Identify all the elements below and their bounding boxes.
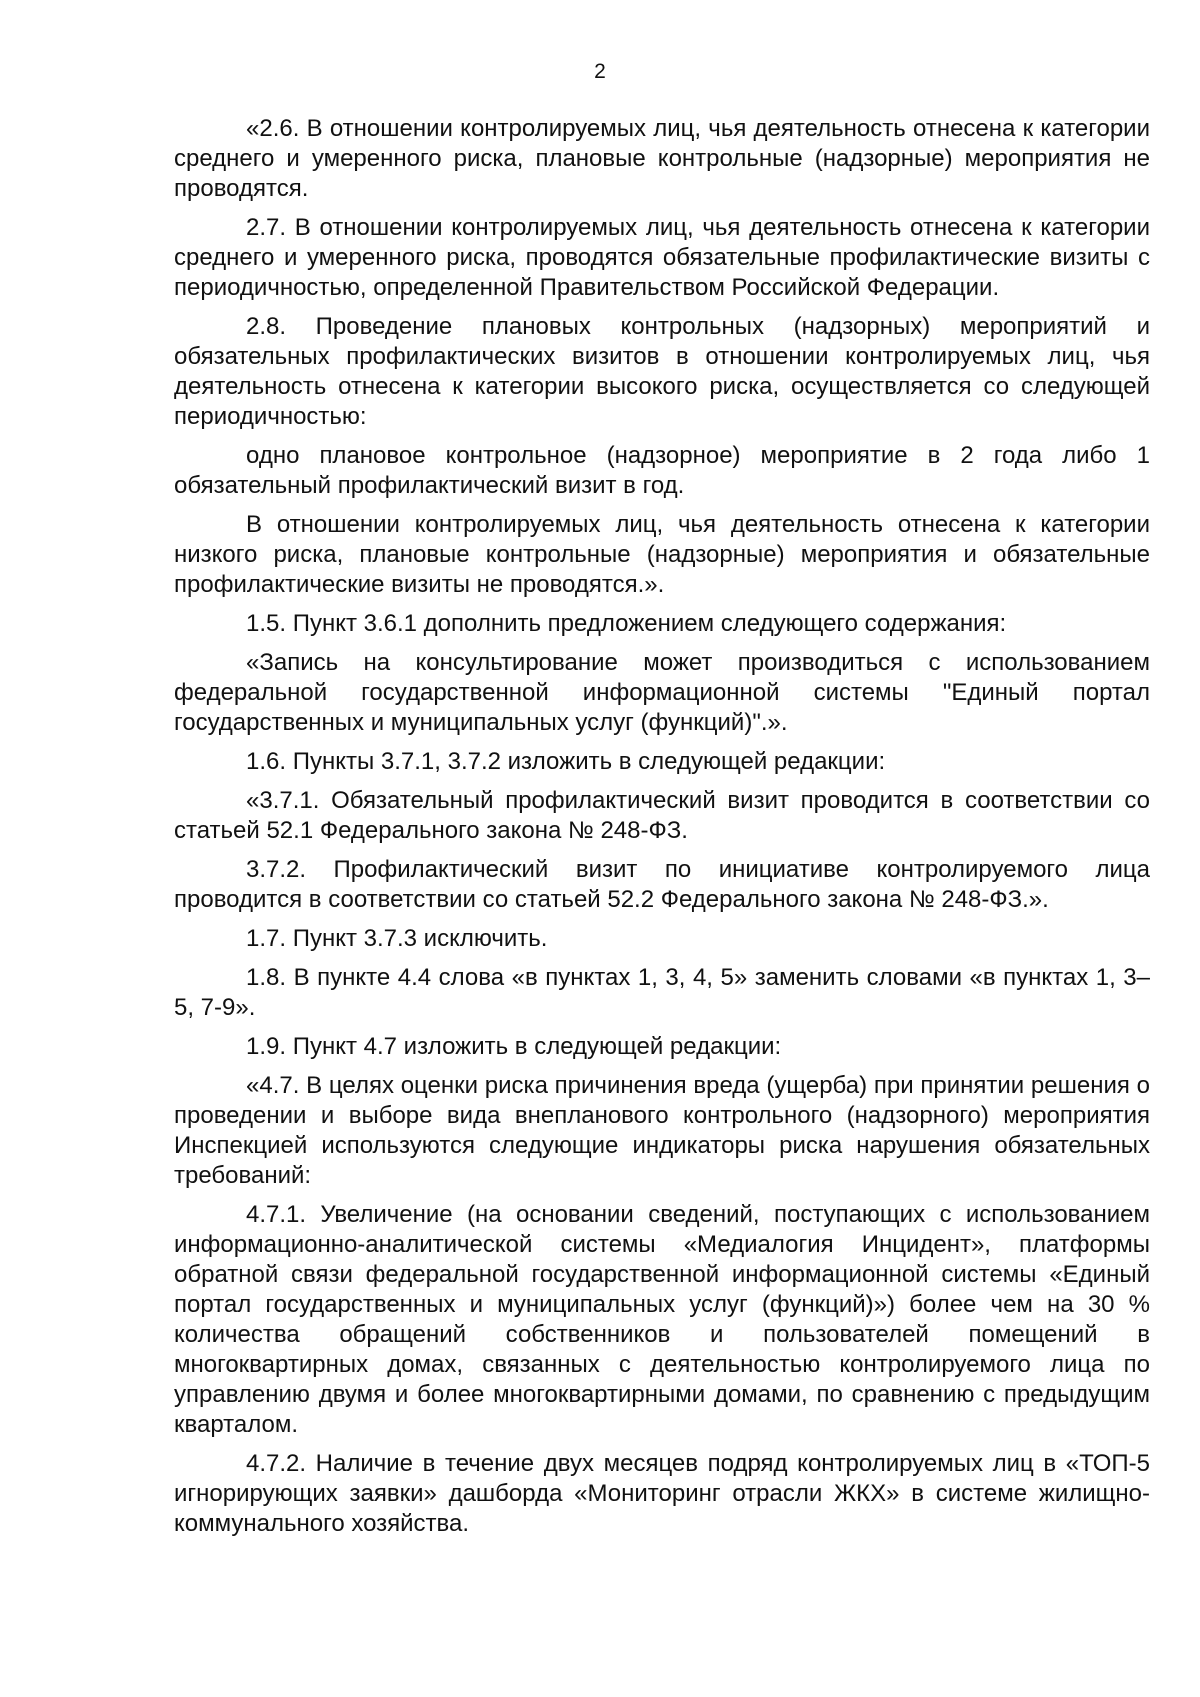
- paragraph-2-8: 2.8. Проведение плановых контрольных (надзорных) мероприятий и обязательных профилактических визитов в отношении контролируемых лиц, чья деятельность отнесена к категории высокого риска, осуществляется со следующей периодичностью:: [174, 313, 1150, 430]
- paragraph-4-7: «4.7. В целях оценки риска причинения вреда (ущерба) при принятии решения о проведении и выборе вида внепланового контрольного (надзорного) мероприятия Инспекцией используются следующие индикаторы риска нарушения обязательных требований:: [174, 1072, 1150, 1189]
- paragraph-1-7: 1.7. Пункт 3.7.3 исключить.: [246, 925, 548, 952]
- paragraph-1-6: 1.6. Пункты 3.7.1, 3.7.2 изложить в следующей редакции:: [246, 748, 886, 775]
- paragraph-4-7-1: 4.7.1. Увеличение (на основании сведений, поступающих с использованием информационно-аналитической системы «Медиалогия Инцидент», платформы обратной связи федеральной государственной информационной системы «Единый портал государственных и муниципальных услуг (функций)») более чем на 30 % количества обращений собственников и пользователей помещений в многоквартирных домах, связанных с деятельностью контролируемого лица по управлению двумя и более многоквартирными домами, по сравнению с предыдущим кварталом.: [174, 1201, 1150, 1438]
- paragraph-3-7-2: 3.7.2. Профилактический визит по инициативе контролируемого лица проводится в соответствии со статьей 52.2 Федерального закона № 248-ФЗ.».: [174, 856, 1150, 913]
- paragraph-consultation-record: «Запись на консультирование может производиться с использованием федеральной государственной информационной системы "Единый портал государственных и муниципальных услуг (функций)".».: [174, 649, 1150, 736]
- document-body: [174, 114, 1150, 1548]
- paragraph-periodicity: одно плановое контрольное (надзорное) мероприятие в 2 года либо 1 обязательный профилактический визит в год.: [174, 442, 1150, 499]
- paragraph-1-5: 1.5. Пункт 3.6.1 дополнить предложением следующего содержания:: [246, 610, 1007, 637]
- paragraph-2-7: 2.7. В отношении контролируемых лиц, чья деятельность отнесена к категории среднего и умеренного риска, проводятся обязательные профилактические визиты с периодичностью, определенной Правительством Российской Федерации.: [174, 214, 1150, 301]
- paragraph-1-8: 1.8. В пункте 4.4 слова «в пунктах 1, 3, 4, 5» заменить словами «в пунктах 1, 3–5, 7-9».: [174, 964, 1150, 1021]
- paragraph-2-6: «2.6. В отношении контролируемых лиц, чья деятельность отнесена к категории среднего и умеренного риска, плановые контрольные (надзорные) мероприятия не проводятся.: [174, 115, 1150, 202]
- paragraph-1-9: 1.9. Пункт 4.7 изложить в следующей редакции:: [246, 1033, 782, 1060]
- paragraph-3-7-1: «3.7.1. Обязательный профилактический визит проводится в соответствии со статьей 52.1 Федерального закона № 248-ФЗ.: [174, 787, 1150, 844]
- page-number: 2: [594, 60, 606, 83]
- paragraph-4-7-2: 4.7.2. Наличие в течение двух месяцев подряд контролируемых лиц в «ТОП-5 игнорирующих заявки» дашборда «Мониторинг отрасли ЖКХ» в системе жилищно-коммунального хозяйства.: [174, 1450, 1150, 1537]
- paragraph-low-risk: В отношении контролируемых лиц, чья деятельность отнесена к категории низкого риска, плановые контрольные (надзорные) мероприятия и обязательные профилактические визиты не проводятся.».: [174, 511, 1150, 598]
